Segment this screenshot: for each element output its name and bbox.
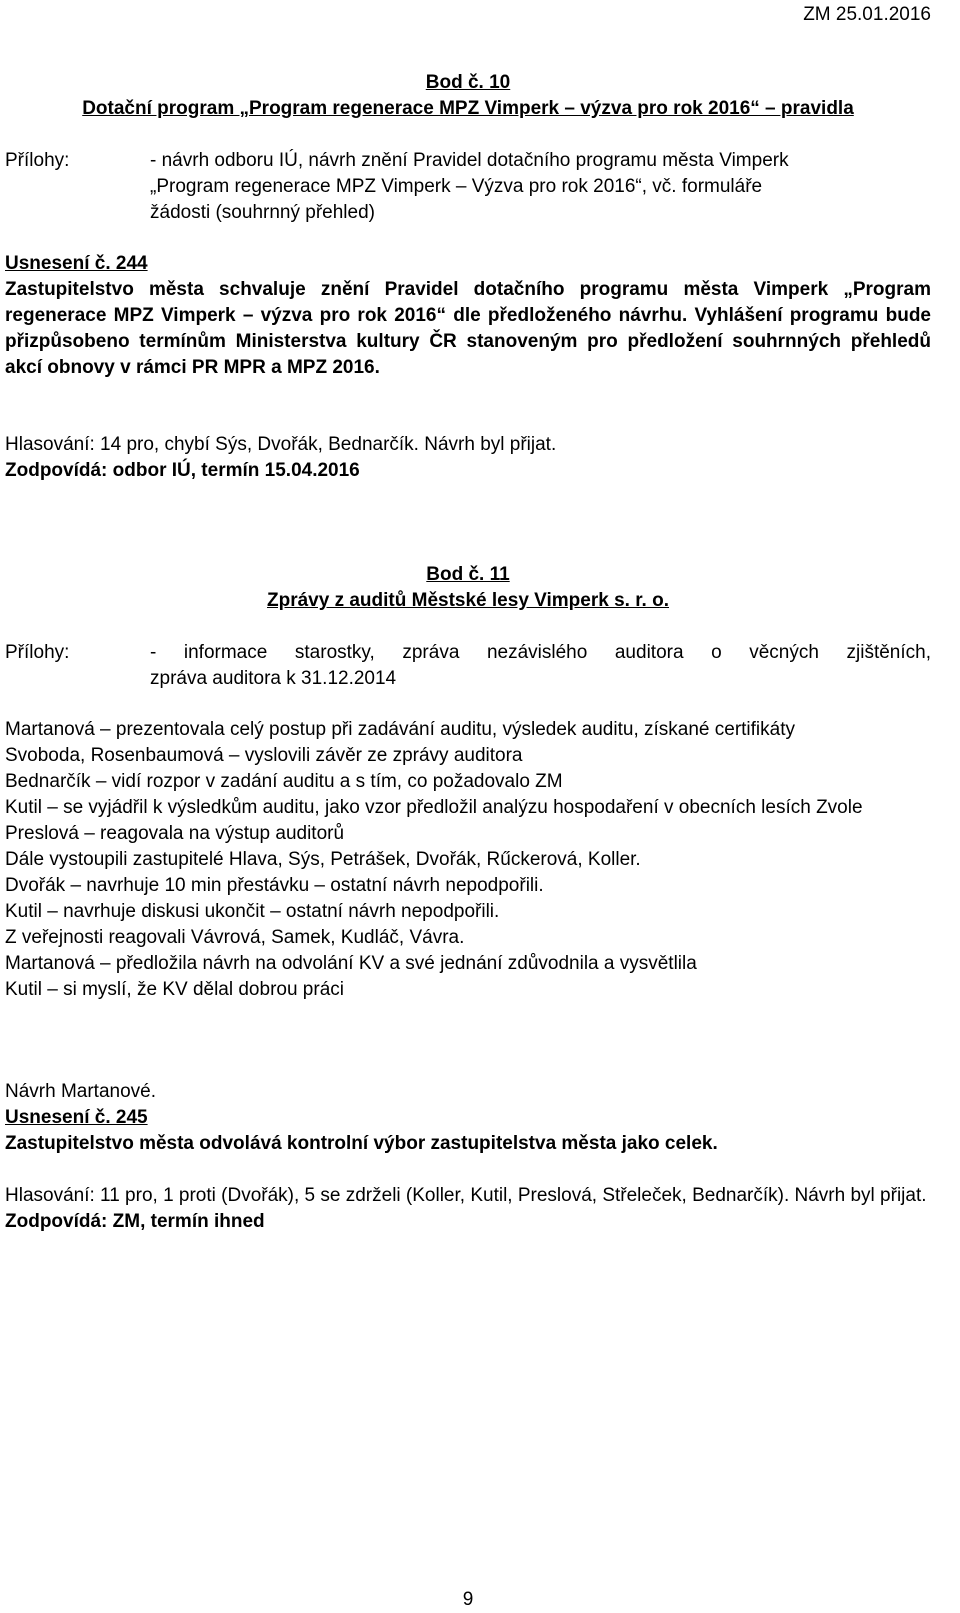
discussion-line: Bednarčík – vidí rozpor v zadání auditu a s tím, co požadovalo ZM [5, 771, 563, 792]
proposal-line: Návrh Martanové. [5, 1081, 157, 1102]
item-11-discussion [5, 717, 931, 1003]
document-page [5, 0, 931, 1613]
item-11-resolution [5, 1079, 931, 1157]
item-10-attachments-label: Přílohy: [5, 150, 70, 171]
discussion-line: Dvořák – navrhuje 10 min přestávku – ostatní návrh nepodpořili. [5, 875, 544, 896]
responsible-245: Zodpovídá: ZM, termín ihned [5, 1211, 265, 1232]
discussion-line: Kutil – navrhuje diskusi ukončit – ostatní návrh nepodpořili. [5, 901, 500, 922]
discussion-line: Martanová – předložila návrh na odvolání KV a své jednání zdůvodnila a vysvětlila [5, 953, 697, 974]
item-11-vote-block [5, 1183, 931, 1235]
discussion-line: Kutil – si myslí, že KV dělal dobrou práci [5, 979, 344, 1000]
responsible-244: Zodpovídá: odbor IÚ, termín 15.04.2016 [5, 460, 360, 481]
discussion-line: Martanová – prezentovala celý postup při zadávání auditu, výsledek auditu, získané certifikáty [5, 719, 795, 740]
discussion-line: Preslová – reagovala na výstup auditorů [5, 823, 345, 844]
item-11-attachments-line: zpráva auditora k 31.12.2014 [150, 668, 397, 689]
item-10-attachments [5, 148, 931, 226]
vote-244: Hlasování: 14 pro, chybí Sýs, Dvořák, Bednarčík. Návrh byl přijat. [5, 434, 557, 455]
resolution-label-245: Usnesení č. 245 [5, 1107, 148, 1128]
item-10-resolution [5, 251, 931, 381]
header-date: ZM 25.01.2016 [803, 4, 931, 25]
item-10-attachments-line: „Program regenerace MPZ Vimperk – Výzva pro rok 2016“, vč. formuláře [150, 176, 763, 197]
discussion-line: Svoboda, Rosenbaumová – vyslovili závěr ze zprávy auditora [5, 745, 523, 766]
item-10-number: Bod č. 10 [425, 72, 511, 93]
discussion-line: Kutil – se vyjádřil k výsledkům auditu, jako vzor předložil analýzu hospodaření v obecních lesích Zvole [5, 797, 863, 818]
item-10-attachments-line: žádosti (souhrnný přehled) [150, 202, 375, 223]
resolution-label-244: Usnesení č. 244 [5, 253, 148, 274]
item-11-section [5, 562, 931, 614]
item-11-attachments [5, 640, 931, 692]
discussion-line: Z veřejnosti reagovali Vávrová, Samek, Kudláč, Vávra. [5, 927, 465, 948]
resolution-text-245: Zastupitelstvo města odvolává kontrolní výbor zastupitelstva města jako celek. [5, 1133, 718, 1154]
item-10-title: Dotační program „Program regenerace MPZ Vimperk – výzva pro rok 2016“ – pravidla [82, 98, 854, 119]
item-10-section [5, 70, 931, 122]
vote-245: Hlasování: 11 pro, 1 proti (Dvořák), 5 se zdrželi (Koller, Kutil, Preslová, Střeleček, Bednarčík). Návrh byl přijat. [5, 1185, 927, 1206]
item-10-vote-block [5, 432, 931, 484]
page-number: 9 [462, 1589, 474, 1610]
item-10-attachments-line: - návrh odboru IÚ, návrh znění Pravidel dotačního programu města Vimperk [150, 150, 789, 171]
item-11-attachments-line: - informace starostky, zpráva nezávislého auditora o věcných zjištěních, [150, 642, 931, 663]
discussion-line: Dále vystoupili zastupitelé Hlava, Sýs, Petrášek, Dvořák, Rűckerová, Koller. [5, 849, 641, 870]
item-11-title: Zprávy z auditů Městské lesy Vimperk s. r. o. [267, 590, 669, 611]
item-11-attachments-label: Přílohy: [5, 642, 70, 663]
item-11-number: Bod č. 11 [426, 564, 510, 585]
resolution-text-244: Zastupitelstvo města schvaluje znění Pravidel dotačního programu města Vimperk „Program regenerace MPZ Vimperk – výzva pro rok 2016“ dle předloženého návrhu. Vyhlášení programu bude přizpůsobeno termínům Ministerstva kultury ČR stanoveným pro předložení souhrnných přehledů akcí obnovy v rámci PR MPR a MPZ 2016. [5, 279, 931, 378]
